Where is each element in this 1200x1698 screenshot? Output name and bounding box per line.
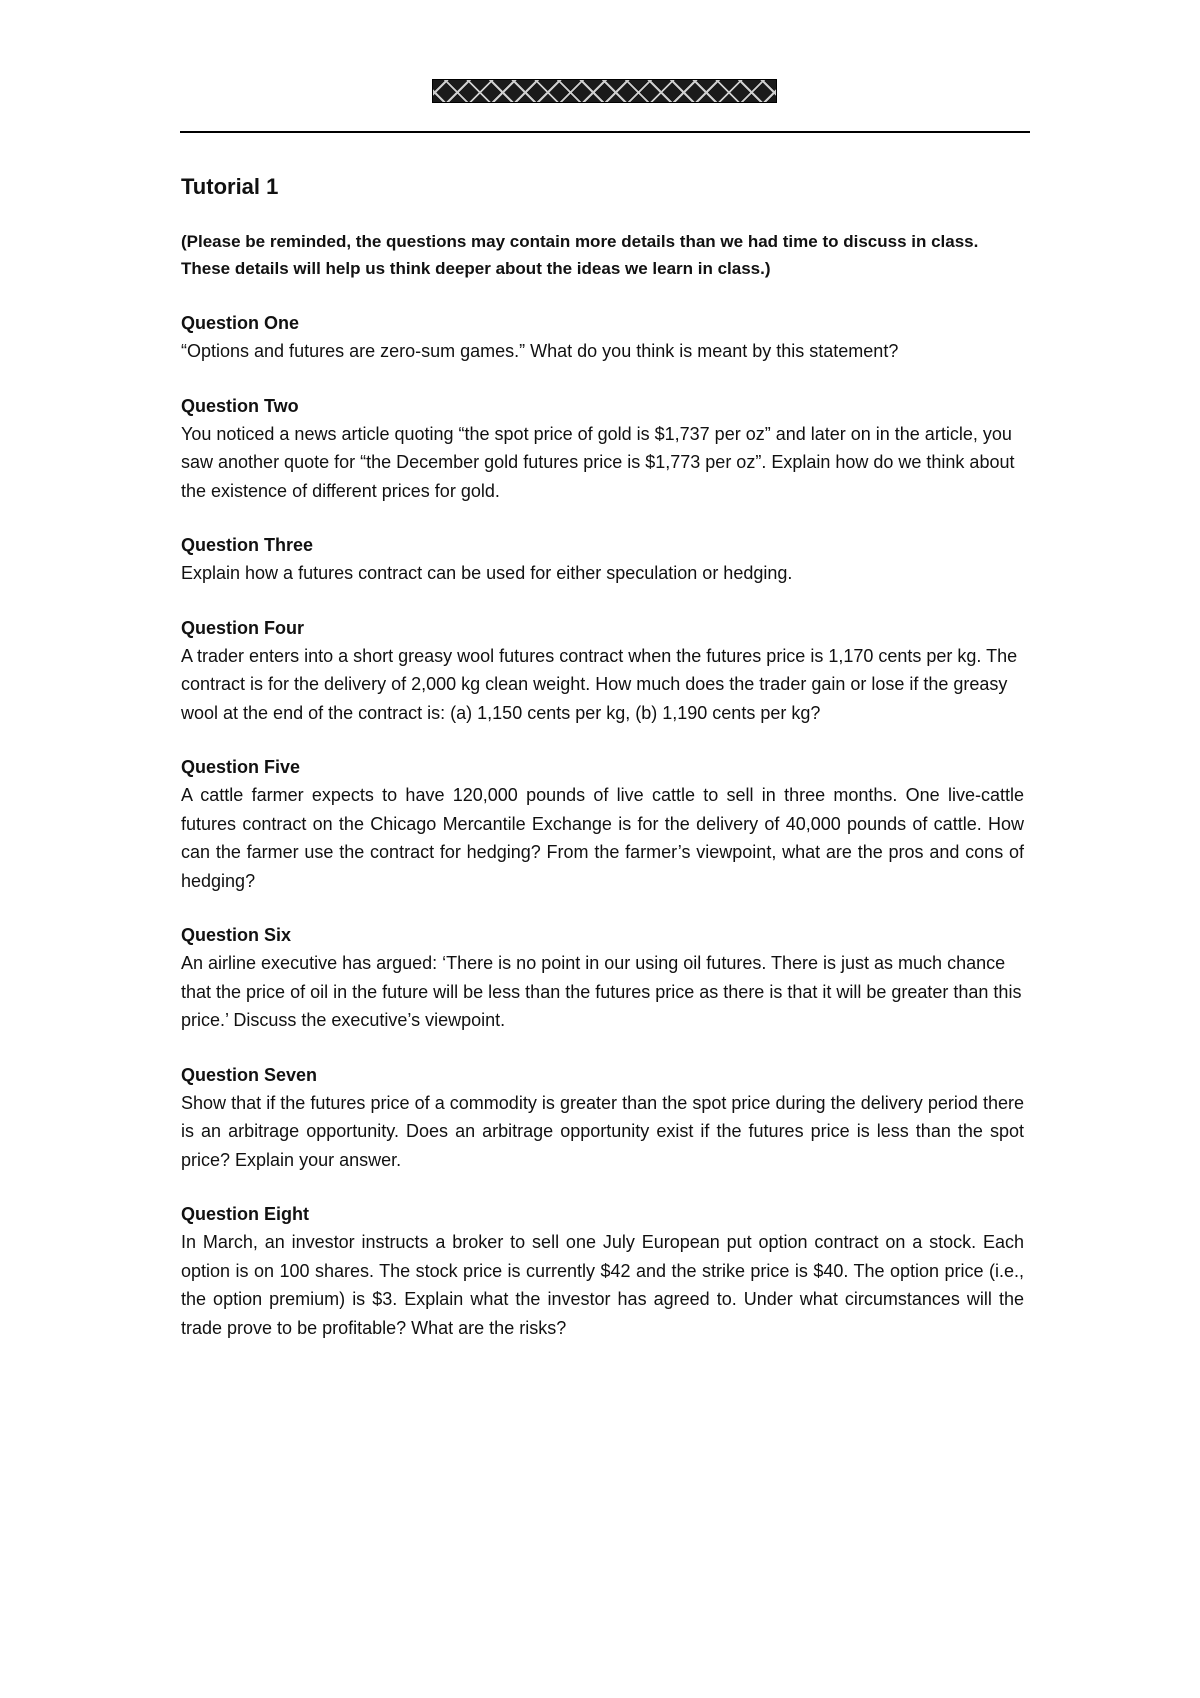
redacted-header-banner [432, 79, 777, 103]
question-four [181, 615, 1024, 728]
question-eight [181, 1201, 1024, 1342]
question-three [181, 532, 1024, 588]
question-title: Question Three [181, 535, 314, 555]
question-text: In March, an investor instructs a broker to sell one July European put option contract on a stock. Each option is on 100 shares. The stock price is currently $42 and the strike price is $40. The option price (i.e., the option premium) is $3. Explain what the investor has agreed to. Under what circumstances will the trade prove to be profitable? What are the risks? [181, 1232, 1024, 1338]
question-title: Question Four [181, 617, 304, 638]
question-text: “Options and futures are zero-sum games.” What do you think is meant by this statement? [181, 341, 899, 361]
question-title: Question Two [181, 395, 299, 416]
page-title: Tutorial 1 [181, 174, 279, 199]
document-body [181, 170, 1024, 1369]
question-title: Question Six [181, 925, 292, 945]
question-one [181, 310, 1024, 366]
question-six [181, 922, 1024, 1035]
question-title: Question One [181, 313, 300, 333]
reminder-note: (Please be reminded, the questions may contain more details than we had time to discuss in class. These details will help us think deeper about the ideas we learn in class.) [181, 232, 979, 278]
question-title: Question Eight [181, 1204, 309, 1224]
question-text: You noticed a news article quoting “the spot price of gold is $1,737 per oz” and later on in the article, you saw another quote for “the December gold futures price is $1,773 per oz”. Explain how do we think about the existence of different prices for gold. [181, 423, 1015, 501]
question-title: Question Seven [181, 1064, 318, 1085]
question-title: Question Five [181, 757, 301, 777]
question-text: An airline executive has argued: ‘There is no point in our using oil futures. There is just as much chance that the price of oil in the future will be less than the futures price as there is that it will be greater than this price.’ Discuss the executive’s viewpoint. [181, 953, 1022, 1030]
question-text: Explain how a futures contract can be used for either speculation or hedging. [181, 563, 793, 583]
question-two [181, 393, 1024, 506]
question-five [181, 754, 1024, 895]
header-divider [180, 131, 1030, 133]
question-text: A cattle farmer expects to have 120,000 pounds of live cattle to sell in three months. One live-cattle futures contract on the Chicago Mercantile Exchange is for the delivery of 40,000 pounds of cattle. How can the farmer use the contract for hedging? From the farmer’s viewpoint, what are the pros and cons of hedging? [181, 785, 1024, 891]
question-text: A trader enters into a short greasy wool futures contract when the futures price is 1,170 cents per kg. The contract is for the delivery of 2,000 kg clean weight. How much does the trader gain or lose if the greasy wool at the end of the contract is: (a) 1,150 cents per kg, (b) 1,190 cents per kg? [181, 645, 1018, 723]
question-seven [181, 1062, 1024, 1175]
question-text: Show that if the futures price of a commodity is greater than the spot price during the delivery period there is an arbitrage opportunity. Does an arbitrage opportunity exist if the futures price is less than the spot price? Explain your answer. [181, 1092, 1024, 1170]
